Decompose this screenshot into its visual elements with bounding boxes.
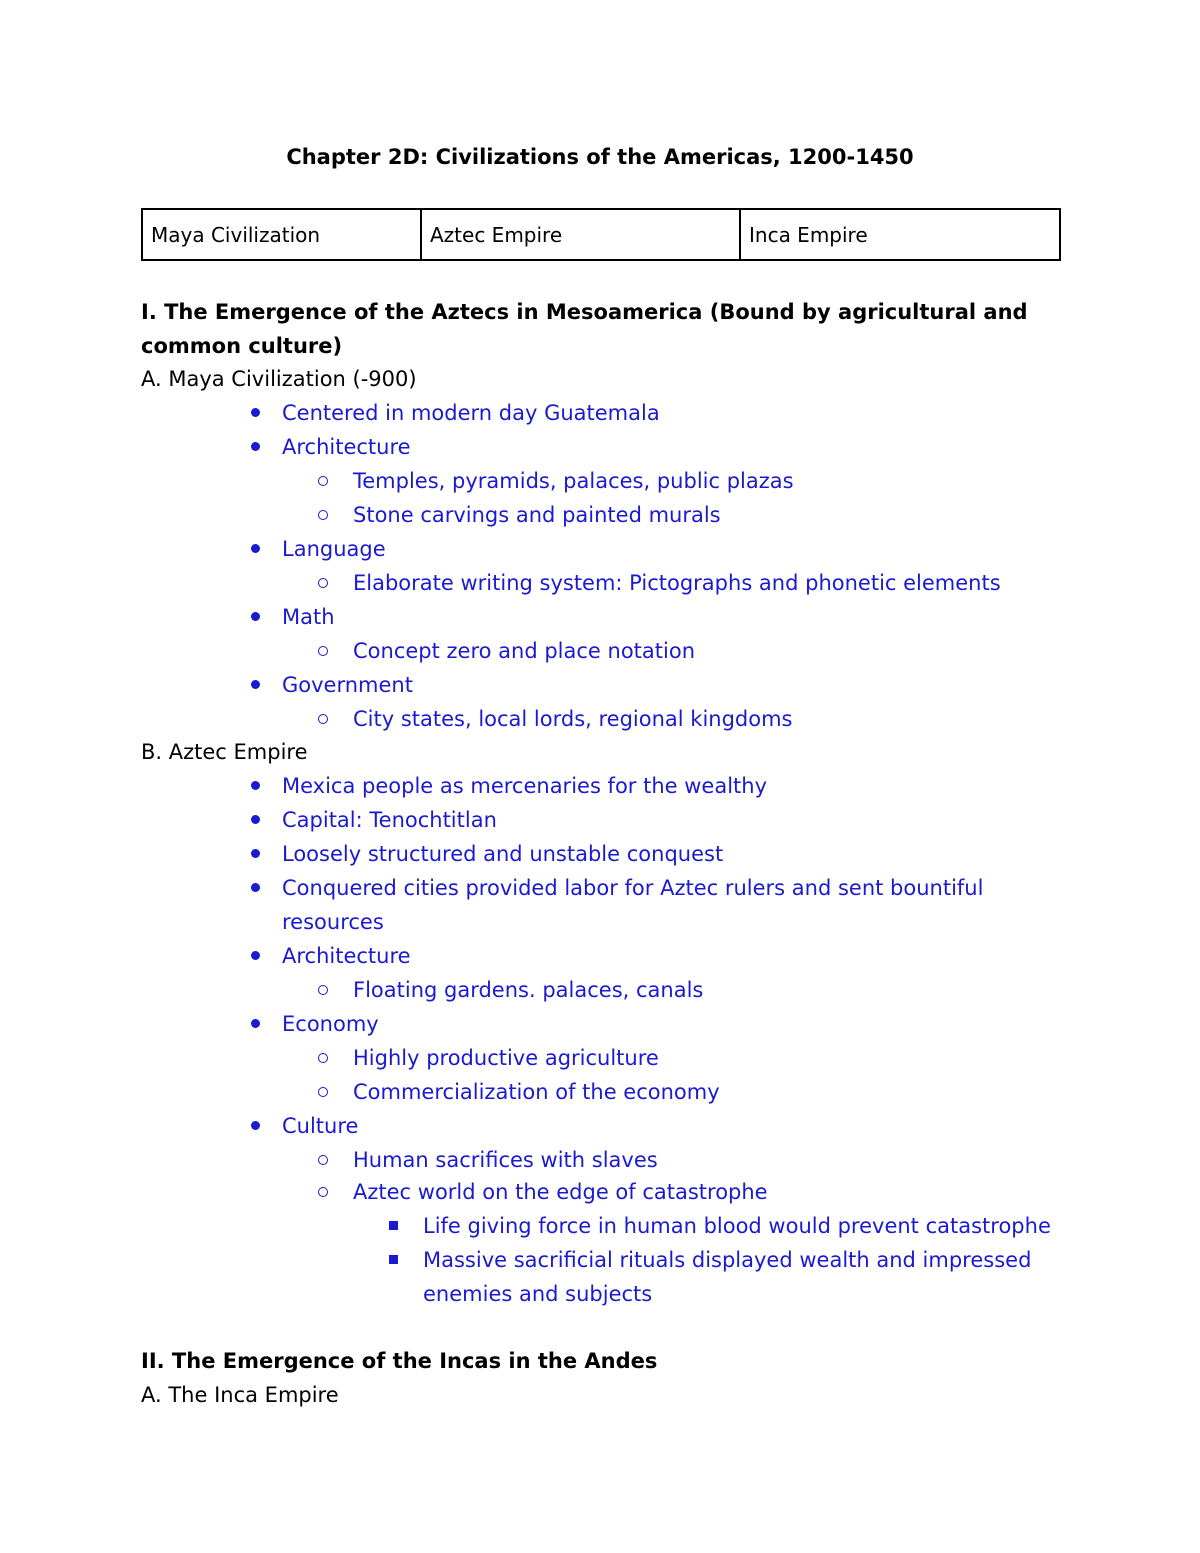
aztec-heading: B. Aztec Empire	[141, 740, 308, 764]
bullet-dot-icon	[251, 1121, 260, 1130]
bullet-square-icon	[389, 1221, 398, 1230]
list-item: Centered in modern day Guatemala	[282, 401, 660, 425]
list-item: Highly productive agriculture	[353, 1046, 659, 1070]
bullet-circle-icon	[318, 1087, 328, 1097]
list-item-continuation: enemies and subjects	[423, 1282, 653, 1306]
list-item: Stone carvings and painted murals	[353, 503, 721, 527]
bullet-circle-icon	[318, 714, 328, 724]
list-item: Conquered cities provided labor for Aztec rulers and sent bountiful	[282, 876, 984, 900]
topic-table	[141, 208, 1061, 261]
list-item: Mexica people as mercenaries for the wealthy	[282, 774, 768, 798]
table-row	[142, 209, 1060, 260]
bullet-circle-icon	[318, 578, 328, 588]
section-1-heading-line1: I. The Emergence of the Aztecs in Mesoamerica (Bound by agricultural and	[141, 300, 1028, 324]
bullet-dot-icon	[251, 849, 260, 858]
list-item: Math	[282, 605, 335, 629]
table-cell-inca: Inca Empire	[740, 209, 1060, 260]
bullet-circle-icon	[318, 1155, 328, 1165]
bullet-square-icon	[389, 1255, 398, 1264]
list-item: Economy	[282, 1012, 379, 1036]
maya-heading: A. Maya Civilization (-900)	[141, 367, 417, 391]
bullet-circle-icon	[318, 1187, 328, 1197]
bullet-dot-icon	[251, 680, 260, 689]
bullet-dot-icon	[251, 442, 260, 451]
list-item: Human sacrifices with slaves	[353, 1148, 658, 1172]
list-item: Loosely structured and unstable conquest	[282, 842, 724, 866]
list-item: Commercialization of the economy	[353, 1080, 720, 1104]
bullet-dot-icon	[251, 883, 260, 892]
bullet-dot-icon	[251, 544, 260, 553]
section-1-heading-line2: common culture)	[141, 334, 343, 358]
bullet-dot-icon	[251, 951, 260, 960]
table-cell-maya: Maya Civilization	[142, 209, 421, 260]
bullet-dot-icon	[251, 815, 260, 824]
bullet-dot-icon	[251, 1019, 260, 1028]
list-item: Massive sacrificial rituals displayed wealth and impressed	[423, 1248, 1032, 1272]
bullet-circle-icon	[318, 510, 328, 520]
bullet-circle-icon	[318, 985, 328, 995]
list-item: Aztec world on the edge of catastrophe	[353, 1180, 768, 1204]
list-item: Capital: Tenochtitlan	[282, 808, 497, 832]
list-item: Government	[282, 673, 413, 697]
bullet-dot-icon	[251, 408, 260, 417]
list-item: Architecture	[282, 435, 411, 459]
section-2-heading: II. The Emergence of the Incas in the Andes	[141, 1349, 658, 1373]
list-item: Architecture	[282, 944, 411, 968]
bullet-dot-icon	[251, 612, 260, 621]
bullet-dot-icon	[251, 781, 260, 790]
list-item: Language	[282, 537, 386, 561]
list-item: Culture	[282, 1114, 359, 1138]
list-item-continuation: resources	[282, 910, 384, 934]
list-item: Floating gardens. palaces, canals	[353, 978, 704, 1002]
list-item: Temples, pyramids, palaces, public plazas	[353, 469, 794, 493]
list-item: Life giving force in human blood would prevent catastrophe	[423, 1214, 1051, 1238]
bullet-circle-icon	[318, 1053, 328, 1063]
list-item: Concept zero and place notation	[353, 639, 696, 663]
inca-heading: A. The Inca Empire	[141, 1383, 339, 1407]
table-cell-aztec: Aztec Empire	[421, 209, 740, 260]
bullet-circle-icon	[318, 646, 328, 656]
list-item: Elaborate writing system: Pictographs and phonetic elements	[353, 571, 1001, 595]
list-item: City states, local lords, regional kingdoms	[353, 707, 793, 731]
document-title: Chapter 2D: Civilizations of the Americas, 1200-1450	[286, 145, 914, 169]
bullet-circle-icon	[318, 476, 328, 486]
